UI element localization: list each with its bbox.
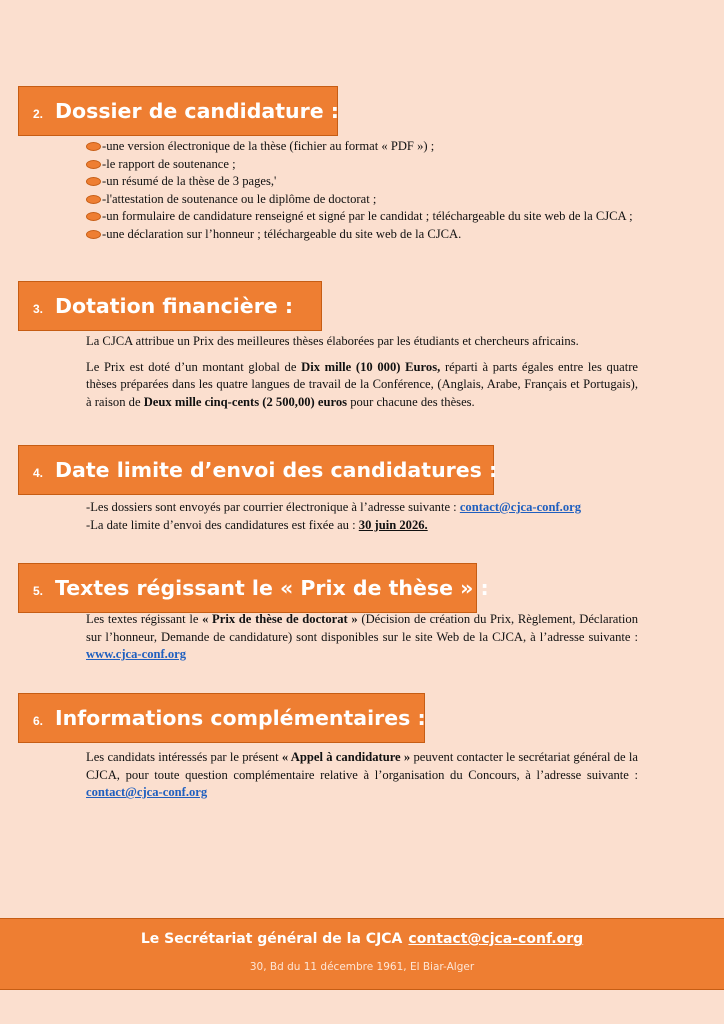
- section-title: Informations complémentaires :: [55, 706, 426, 730]
- section-header-dossier: [18, 86, 338, 136]
- date-limite-text: [86, 499, 638, 534]
- footer-title: Le Secrétariat général de la CJCA: [140, 931, 403, 947]
- list-item: -une déclaration sur l’honneur ; téléchargeable du site web de la CJCA.: [86, 226, 638, 244]
- bullet-icon: [86, 177, 101, 186]
- section-title: Dossier de candidature :: [55, 99, 339, 123]
- bullet-icon: [86, 230, 101, 239]
- section-title: Dotation financière :: [55, 294, 294, 318]
- informations-text: [86, 749, 638, 810]
- footer-title-line: [0, 931, 724, 947]
- bullet-icon: [86, 160, 101, 169]
- section-number: 6.: [33, 714, 44, 728]
- website-link[interactable]: www.cjca-conf.org: [86, 647, 187, 661]
- deadline-date: 30 juin 2026.: [358, 517, 428, 532]
- dotation-paragraph-1: La CJCA attribue un Prix des meilleures thèses élaborées par les étudiants et chercheurs africains.: [86, 334, 579, 348]
- bullet-icon: [86, 212, 101, 221]
- bullet-icon: [86, 142, 101, 151]
- list-item: -l'attestation de soutenance ou le diplôme de doctorat ;: [86, 191, 638, 209]
- section-number: 4.: [33, 466, 44, 480]
- dossier-list: [86, 138, 638, 243]
- dotation-paragraph-2: Le Prix est doté d’un montant global de Dix mille (10 000) Euros, réparti à parts égales entre les quatre thèses préparées dans les quatre langues de travail de la Conférence, (Anglais, Arabe, Français et Portugais), à raison de Deux mille cinq-cents (2 500,00) euros pour chacune des thèses.: [86, 359, 639, 409]
- section-title: Date limite d’envoi des candidatures :: [55, 458, 498, 482]
- list-item: -un formulaire de candidature renseigné et signé par le candidat ; téléchargeable du site web de la CJCA ;: [86, 208, 638, 226]
- section-header-textes: [18, 563, 489, 613]
- section-header-informations: [18, 693, 425, 743]
- bullet-icon: [86, 195, 101, 204]
- list-item: -une version électronique de la thèse (fichier au format « PDF ») ;: [86, 138, 638, 156]
- section-header-dotation: [18, 281, 322, 331]
- contact-email-link[interactable]: contact@cjca-conf.org: [459, 500, 582, 514]
- footer-email-link[interactable]: contact@cjca-conf.org: [408, 931, 584, 947]
- contact-email-link[interactable]: contact@cjca-conf.org: [86, 785, 208, 799]
- list-item: -Les dossiers sont envoyés par courrier électronique à l’adresse suivante : contact@cjca-conf.org: [86, 500, 582, 514]
- section-number: 2.: [33, 107, 44, 121]
- list-item: -La date limite d’envoi des candidatures est fixée au : 30 juin 2026.: [86, 517, 428, 532]
- section-title: Textes régissant le « Prix de thèse » :: [55, 576, 489, 600]
- footer-address: 30, Bd du 11 décembre 1961, El Biar-Alger: [249, 961, 475, 973]
- textes-text: [86, 611, 638, 672]
- dotation-text: [86, 333, 638, 419]
- footer: [0, 918, 724, 990]
- section-number: 5.: [33, 584, 44, 598]
- list-item: -le rapport de soutenance ;: [86, 156, 638, 174]
- informations-paragraph: Les candidats intéressés par le présent « Appel à candidature » peuvent contacter le secrétariat général de la CJCA, pour toute question complémentaire relative à l’organisation du Concours, à l’adresse suivante : contact@cjca-conf.org: [86, 750, 638, 799]
- textes-paragraph: Les textes régissant le « Prix de thèse de doctorat » (Décision de création du Prix, Règlement, Déclaration sur l’honneur, Demande de candidature) sont disponibles sur le site Web de la CJCA, à l’adresse suivante : www.cjca-conf.org: [86, 612, 638, 661]
- list-item: -un résumé de la thèse de 3 pages,': [86, 173, 638, 191]
- section-header-date-limite: [18, 445, 498, 495]
- section-number: 3.: [33, 302, 44, 316]
